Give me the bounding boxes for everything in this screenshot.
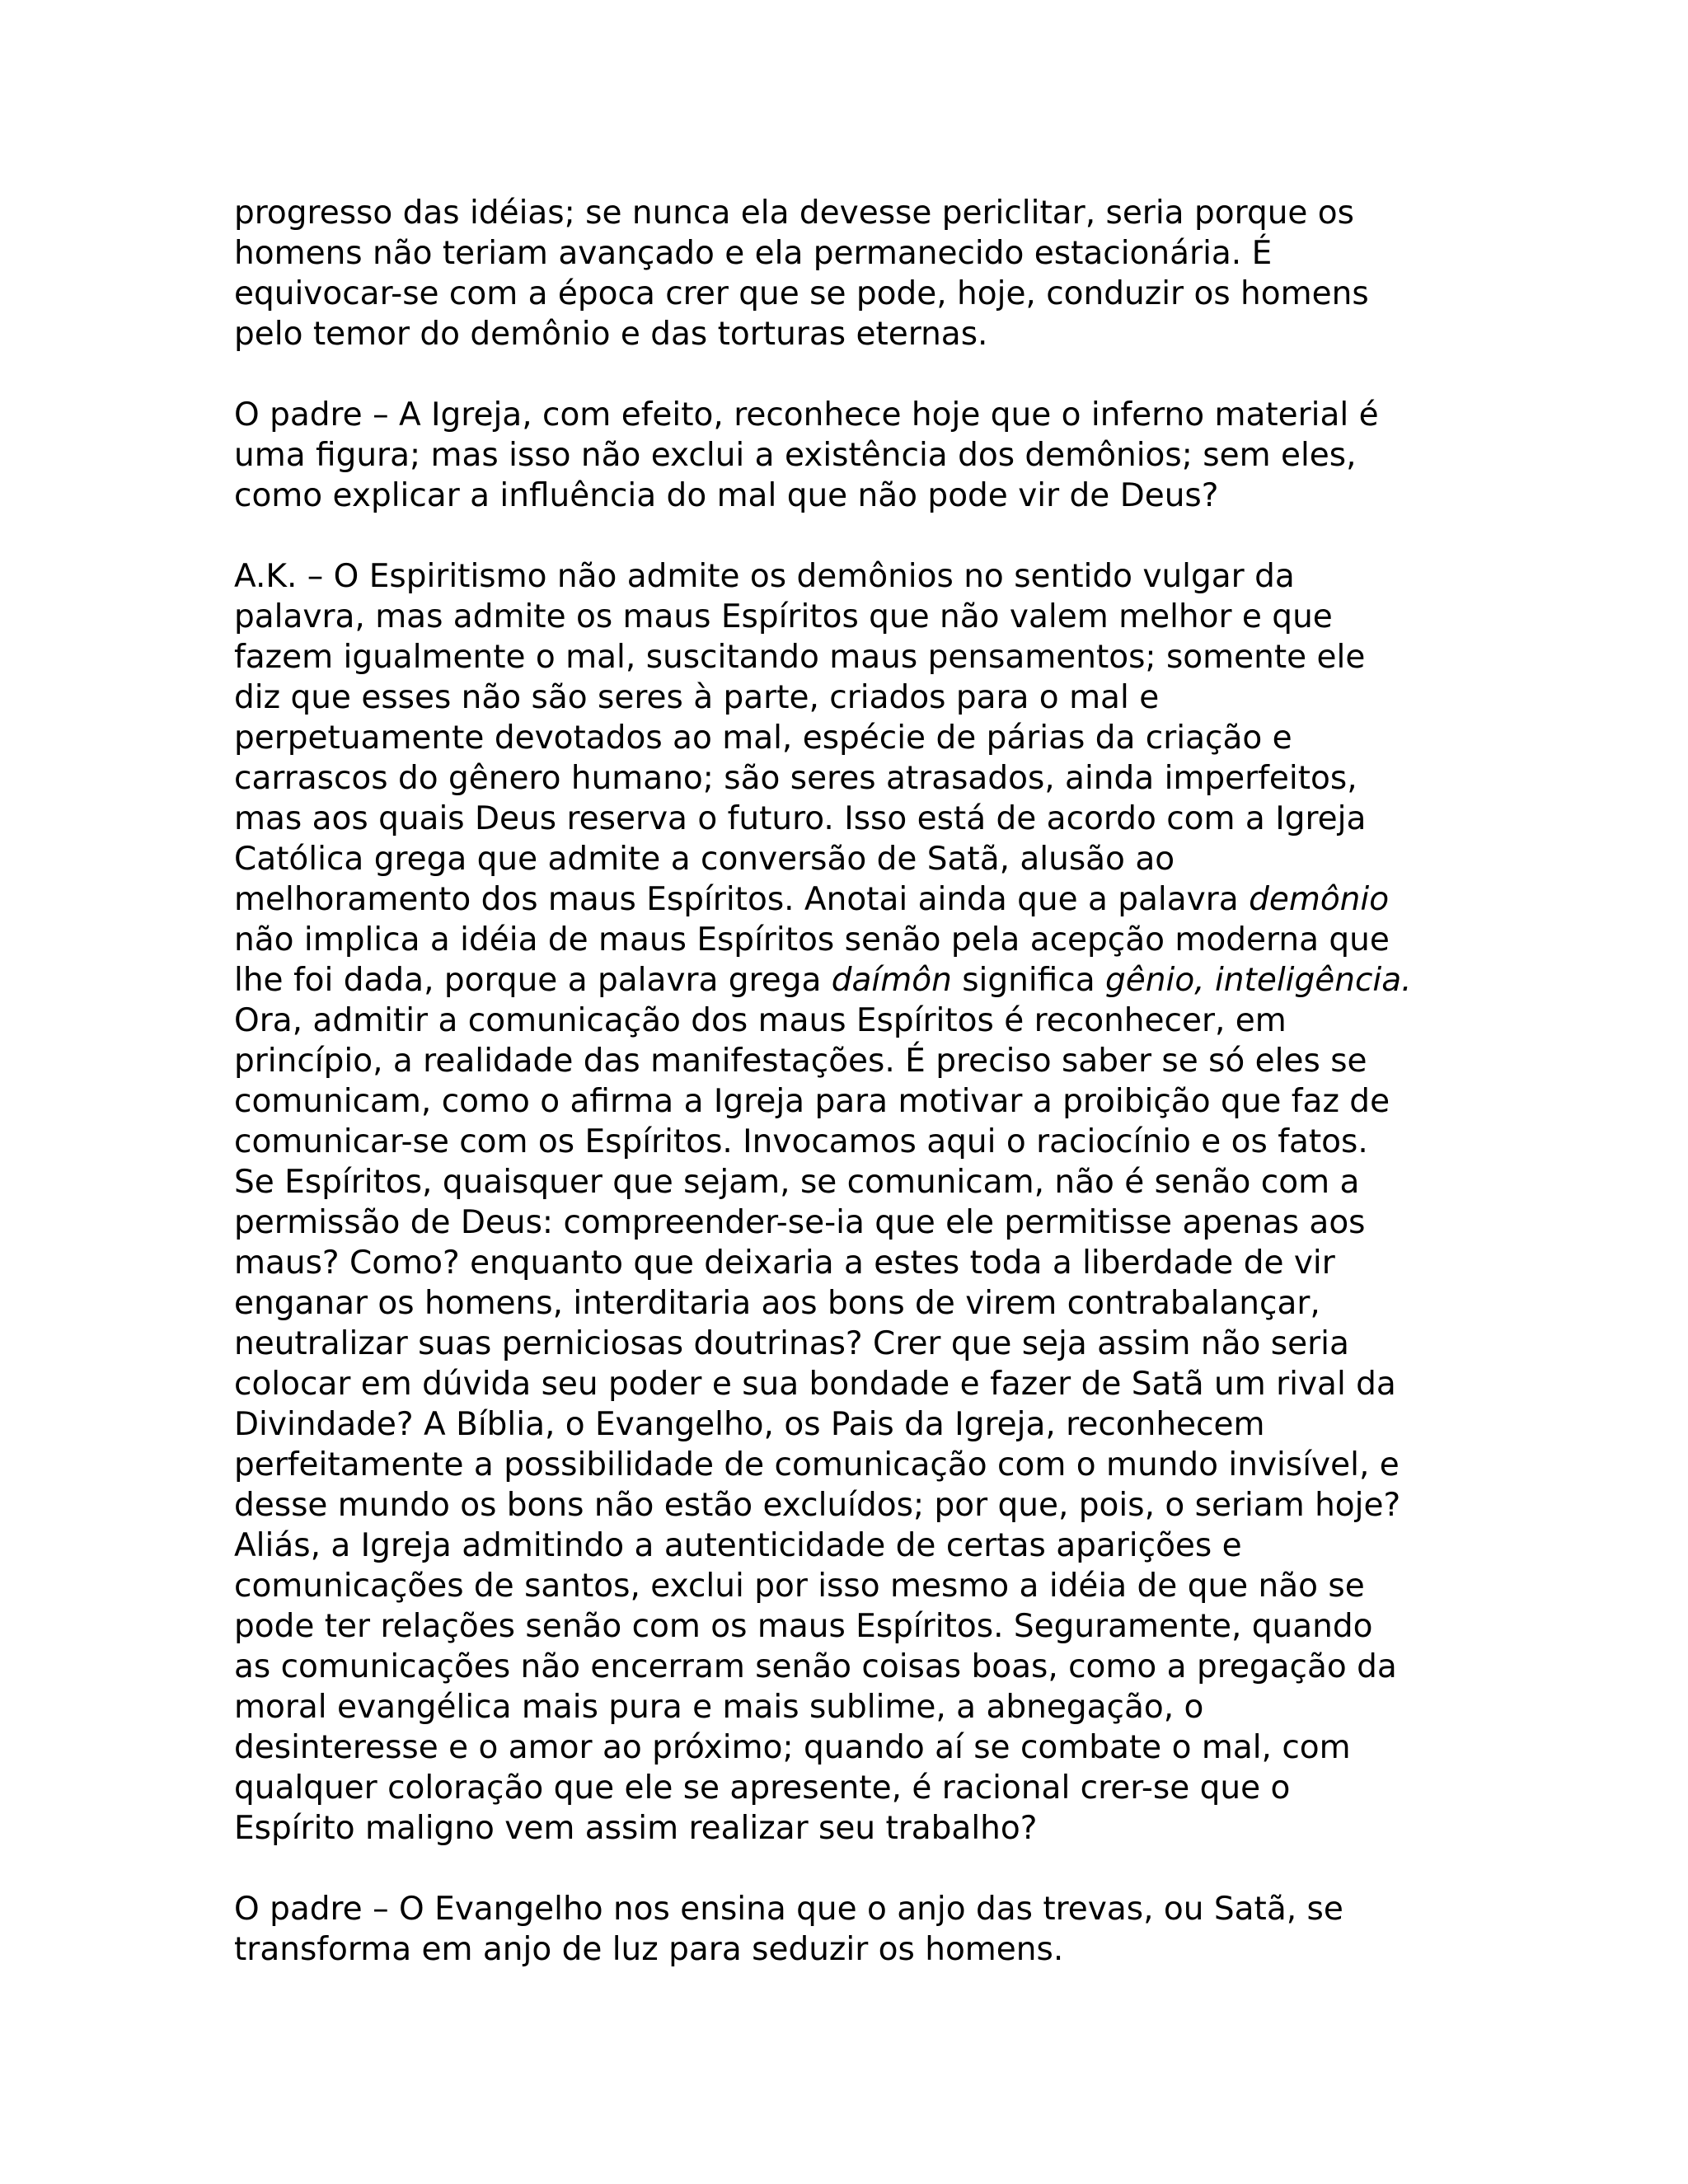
paragraph-4 [234, 1889, 1536, 1970]
text-line: desse mundo os bons não estão excluídos; por que, pois, o seriam hoje? [234, 1487, 1401, 1524]
text-line: carrascos do gênero humano; são seres atrasados, ainda imperfeitos, [234, 760, 1357, 797]
text-line: Espírito maligno vem assim realizar seu trabalho? [234, 1810, 1038, 1847]
text-line: equivocar-se com a época crer que se pode, hoje, conduzir os homens [234, 275, 1369, 312]
text-line: permissão de Deus: compreender-se-ia que ele permitisse apenas aos [234, 1204, 1366, 1241]
text-line: pelo temor do demônio e das torturas eternas. [234, 316, 988, 353]
text-line: perpetuamente devotados ao mal, espécie de párias da criação e [234, 719, 1292, 757]
text-line: qualquer coloração que ele se apresente, é racional crer-se que o [234, 1769, 1291, 1807]
text-line: uma figura; mas isso não exclui a existência dos demônios; sem eles, [234, 437, 1357, 474]
text-line: moral evangélica mais pura e mais sublime, a abnegação, o [234, 1689, 1204, 1726]
text-line: Se Espíritos, quaisquer que sejam, se comunicam, não é senão com a [234, 1164, 1360, 1201]
text-line: maus? Como? enquanto que deixaria a estes toda a liberdade de vir [234, 1244, 1335, 1282]
text-line: neutralizar suas perniciosas doutrinas? Crer que seja assim não seria [234, 1325, 1349, 1362]
text-line: diz que esses não são seres à parte, criados para o mal e [234, 679, 1160, 716]
text-line: colocar em dúvida seu poder e sua bondade e fazer de Satã um rival da [234, 1366, 1396, 1403]
text-line: homens não teriam avançado e ela permanecido estacionária. É [234, 235, 1273, 272]
text-line: palavra, mas admite os maus Espíritos que não valem melhor e que [234, 598, 1333, 635]
italic-term: demônio [1249, 881, 1390, 918]
text-line: comunicam, como o afirma a Igreja para motivar a proibição que faz de [234, 1083, 1390, 1120]
text-line: melhoramento dos maus Espíritos. Anotai ainda que a palavra demônio [234, 881, 1390, 918]
paragraph-2 [234, 395, 1536, 516]
text-line: O padre – O Evangelho nos ensina que o anjo das trevas, ou Satã, se [234, 1891, 1343, 1928]
text-line: como explicar a influência do mal que não pode vir de Deus? [234, 477, 1219, 514]
text-line: pode ter relações senão com os maus Espíritos. Seguramente, quando [234, 1608, 1373, 1645]
italic-term: daímôn [831, 962, 952, 999]
text-line: enganar os homens, interditaria aos bons de virem contrabalançar, [234, 1285, 1320, 1322]
text-line: progresso das idéias; se nunca ela devesse periclitar, seria porque os [234, 194, 1354, 232]
text-line: perfeitamente a possibilidade de comunicação com o mundo invisível, e [234, 1446, 1400, 1483]
text-line: Divindade? A Bíblia, o Evangelho, os Pais da Igreja, reconhecem [234, 1406, 1265, 1443]
text-line: desinteresse e o amor ao próximo; quando aí se combate o mal, com [234, 1729, 1351, 1766]
text-line: mas aos quais Deus reserva o futuro. Isso está de acordo com a Igreja [234, 800, 1367, 837]
text-line: comunicações de santos, exclui por isso mesmo a idéia de que não se [234, 1568, 1365, 1605]
text-line: não implica a idéia de maus Espíritos senão pela acepção moderna que [234, 921, 1390, 958]
italic-term: gênio, inteligência. [1105, 962, 1412, 999]
text-line: Ora, admitir a comunicação dos maus Espíritos é reconhecer, em [234, 1002, 1287, 1039]
text-line: lhe foi dada, porque a palavra grega daímôn significa gênio, inteligência. [234, 962, 1412, 999]
text-line: O padre – A Igreja, com efeito, reconhece hoje que o inferno material é [234, 396, 1379, 434]
text-line: transforma em anjo de luz para seduzir os homens. [234, 1931, 1064, 1968]
paragraph-1 [234, 193, 1536, 354]
text-line: Católica grega que admite a conversão de Satã, alusão ao [234, 841, 1175, 878]
document-body [234, 193, 1536, 2010]
text-line: fazem igualmente o mal, suscitando maus pensamentos; somente ele [234, 639, 1366, 676]
text-line: princípio, a realidade das manifestações. É preciso saber se só eles se [234, 1043, 1367, 1080]
paragraph-3 [234, 556, 1536, 1849]
text-line: A.K. – O Espiritismo não admite os demônios no sentido vulgar da [234, 558, 1295, 595]
text-line: Aliás, a Igreja admitindo a autenticidade de certas aparições e [234, 1527, 1242, 1564]
text-line: comunicar-se com os Espíritos. Invocamos aqui o raciocínio e os fatos. [234, 1123, 1368, 1160]
text-line: as comunicações não encerram senão coisas boas, como a pregação da [234, 1648, 1397, 1685]
